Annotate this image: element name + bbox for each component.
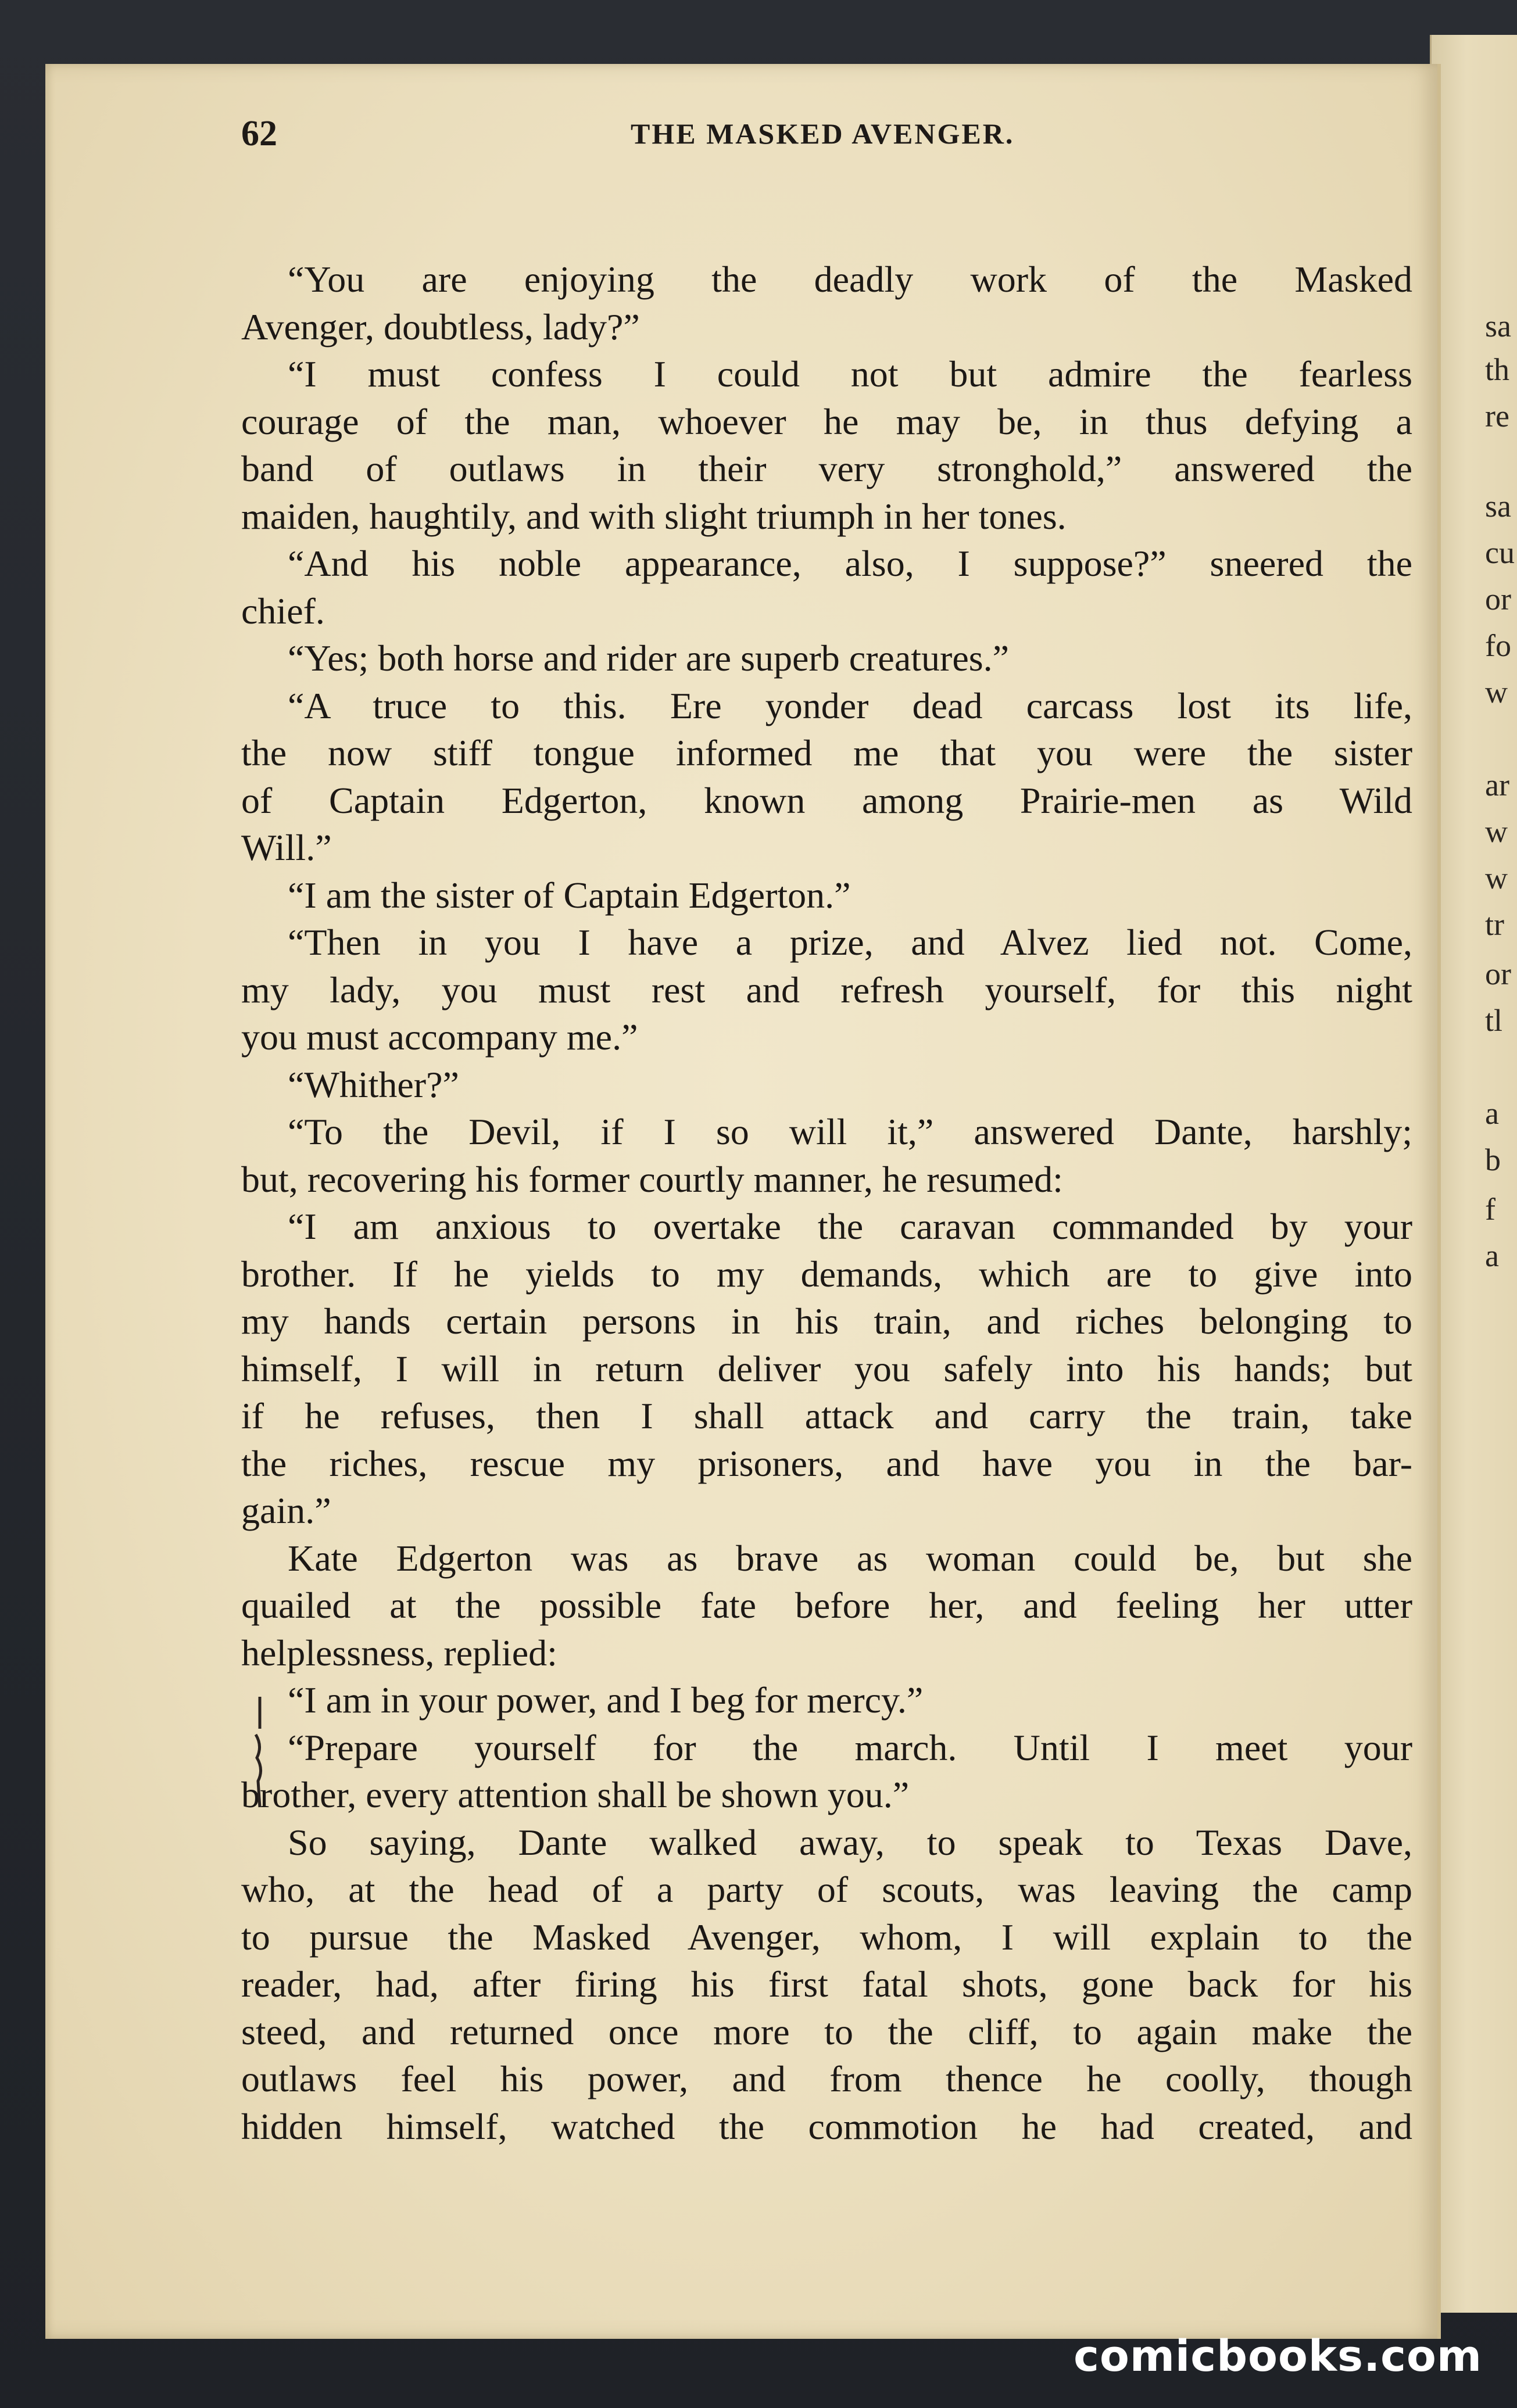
- text-line: So saying, Dante walked away, to speak to Texas Dave,: [288, 1821, 1412, 1863]
- text-line: band of outlaws in their very stronghold,” answered the: [241, 448, 1412, 489]
- facing-page-fragment: fo: [1485, 628, 1511, 663]
- page-number: 62: [241, 114, 277, 153]
- text-line: “I am anxious to overtake the caravan commanded by your: [288, 1206, 1412, 1247]
- text-line: Avenger, doubtless, lady?”: [241, 306, 640, 347]
- text-line: helplessness, replied:: [241, 1632, 557, 1674]
- margin-bracket-mark: [251, 1694, 269, 1810]
- facing-page-fragment: b: [1485, 1142, 1501, 1177]
- text-line: brother, every attention shall be shown you.”: [241, 1774, 910, 1815]
- facing-page-fragment: a: [1485, 1238, 1499, 1273]
- text-line: chief.: [241, 590, 325, 632]
- text-line: if he refuses, then I shall attack and carry the train, take: [241, 1395, 1412, 1436]
- text-line: the now stiff tongue informed me that you were the sister: [241, 732, 1412, 773]
- facing-page-fragment: cu: [1485, 535, 1515, 570]
- text-line: Will.”: [241, 827, 332, 868]
- facing-page-edge: [1430, 35, 1517, 2313]
- facing-page-fragment: w: [1485, 861, 1508, 895]
- text-line: “Yes; both horse and rider are superb creatures.”: [288, 637, 1010, 679]
- text-line: “You are enjoying the deadly work of the Masked: [288, 259, 1412, 300]
- facing-page-fragment: sa: [1485, 489, 1511, 524]
- text-line: hidden himself, watched the commotion he had created, and: [241, 2105, 1412, 2147]
- text-line: Kate Edgerton was as brave as woman could be, but she: [288, 1537, 1412, 1579]
- text-line: “Then in you I have a prize, and Alvez lied not. Come,: [288, 922, 1412, 963]
- body-text: [241, 256, 1412, 2150]
- text-line: “I am the sister of Captain Edgerton.”: [288, 874, 851, 916]
- facing-page-fragment: a: [1485, 1096, 1499, 1131]
- text-line: but, recovering his former courtly manner, he resumed:: [241, 1158, 1063, 1200]
- text-line: to pursue the Masked Avenger, whom, I will explain to the: [241, 1916, 1412, 1958]
- text-line: of Captain Edgerton, known among Prairie-men as Wild: [241, 779, 1412, 821]
- text-line: maiden, haughtily, and with slight triumph in her tones.: [241, 495, 1067, 537]
- text-line: “I must confess I could not but admire the fearless: [288, 353, 1412, 395]
- text-line: “I am in your power, and I beg for mercy.”: [288, 1679, 924, 1721]
- text-line: courage of the man, whoever he may be, in thus defying a: [241, 400, 1412, 442]
- facing-page-fragment: tr: [1485, 907, 1504, 942]
- facing-page-fragment: w: [1485, 814, 1508, 849]
- text-line: reader, had, after firing his first fatal shots, gone back for his: [241, 1963, 1412, 2005]
- text-line: outlaws feel his power, and from thence he coolly, though: [241, 2058, 1412, 2099]
- text-line: who, at the head of a party of scouts, was leaving the camp: [241, 1869, 1412, 1910]
- facing-page-fragment: tl: [1485, 1003, 1503, 1038]
- text-line: “Whither?”: [288, 1063, 459, 1105]
- text-line: quailed at the possible fate before her, and feeling her utter: [241, 1585, 1412, 1626]
- running-head: [241, 113, 1392, 154]
- text-line: himself, I will in return deliver you safely into his hands; but: [241, 1348, 1412, 1389]
- text-line: “And his noble appearance, also, I suppose?” sneered the: [288, 543, 1412, 584]
- facing-page-fragment: or: [1485, 956, 1511, 991]
- text-line: you must accompany me.”: [241, 1016, 638, 1058]
- facing-page-fragment: sa: [1485, 309, 1511, 343]
- watermark: comicbooks.com: [1074, 2331, 1482, 2381]
- text-line: “To the Devil, if I so will it,” answered Dante, harshly;: [288, 1111, 1412, 1152]
- text-line: brother. If he yields to my demands, which are to give into: [241, 1253, 1412, 1295]
- text-line: gain.”: [241, 1490, 331, 1531]
- text-line: “A truce to this. Ere yonder dead carcass lost its life,: [288, 685, 1412, 726]
- running-title: THE MASKED AVENGER.: [631, 117, 1015, 150]
- facing-page-fragment: f: [1485, 1192, 1495, 1227]
- text-line: the riches, rescue my prisoners, and have you in the bar-: [241, 1442, 1412, 1484]
- text-line: my lady, you must rest and refresh yourself, for this night: [241, 969, 1412, 1010]
- facing-page-fragment: th: [1485, 352, 1510, 387]
- text-line: “Prepare yourself for the march. Until I meet your: [288, 1726, 1412, 1768]
- text-line: steed, and returned once more to the cliff, to again make the: [241, 2011, 1412, 2052]
- facing-page-fragment: ar: [1485, 768, 1509, 802]
- facing-page-fragment: re: [1485, 399, 1509, 433]
- facing-page-fragment: or: [1485, 582, 1511, 617]
- text-line: my hands certain persons in his train, and riches belonging to: [241, 1300, 1412, 1342]
- facing-page-fragment: w: [1485, 675, 1508, 709]
